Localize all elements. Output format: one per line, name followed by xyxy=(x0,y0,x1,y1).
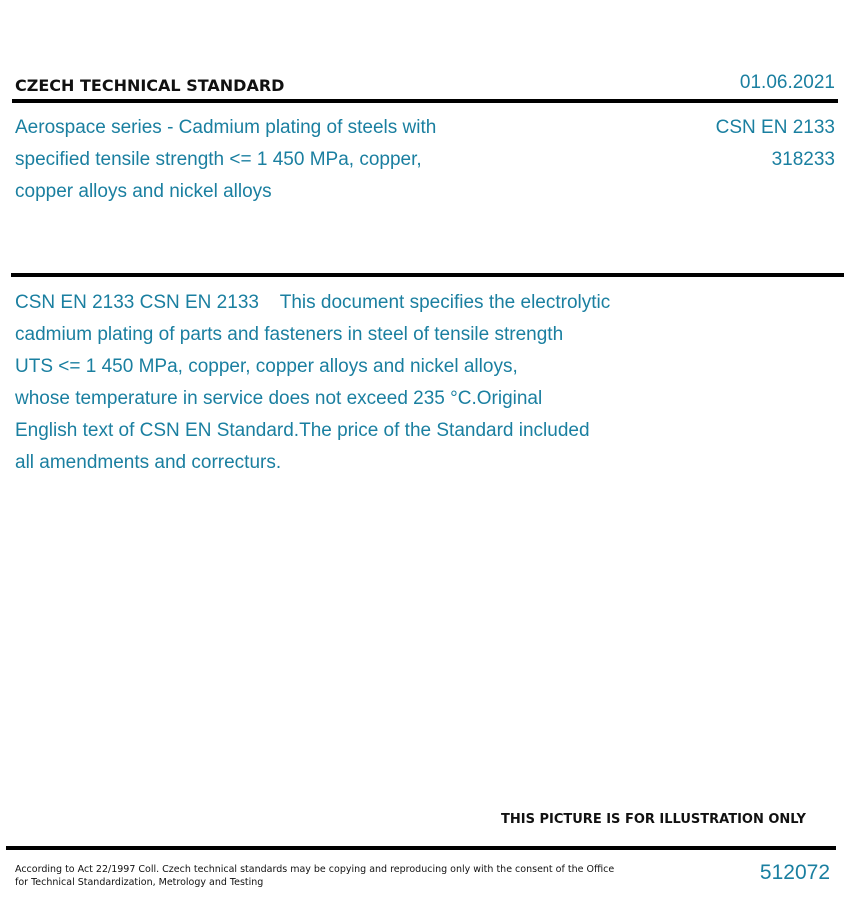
document-heading: CZECH TECHNICAL STANDARD xyxy=(15,76,285,95)
standard-title xyxy=(15,112,535,208)
description-line: CSN EN 2133 CSN EN 2133 This document specifies the electrolytic xyxy=(15,292,611,313)
description-line: all amendments and correcturs. xyxy=(15,452,282,473)
catalog-number: 318233 xyxy=(771,149,835,170)
standard-description xyxy=(15,287,715,479)
description-line: whose temperature in service does not exceed 235 °C.Original xyxy=(15,388,543,409)
legal-notice-line: for Technical Standardization, Metrology and Testing xyxy=(15,877,264,888)
standard-code: CSN EN 2133 xyxy=(715,117,835,138)
standard-title-line: copper alloys and nickel alloys xyxy=(15,181,272,202)
standard-identifiers xyxy=(716,112,835,176)
legal-notice-line: According to Act 22/1997 Coll. Czech technical standards may be copying and reproducing only with the consent of the Office xyxy=(15,864,615,875)
issue-date: 01.06.2021 xyxy=(739,72,835,93)
illustration-note: THIS PICTURE IS FOR ILLUSTRATION ONLY xyxy=(501,812,806,827)
description-line: English text of CSN EN Standard.The price of the Standard included xyxy=(15,420,590,441)
bottom-divider xyxy=(6,846,836,850)
legal-notice xyxy=(15,863,614,889)
top-divider xyxy=(12,99,838,103)
middle-divider xyxy=(11,273,844,277)
description-line: cadmium plating of parts and fasteners in steel of tensile strength xyxy=(15,324,564,345)
standard-title-line: specified tensile strength <= 1 450 MPa, copper, xyxy=(15,149,422,170)
description-line: UTS <= 1 450 MPa, copper, copper alloys and nickel alloys, xyxy=(15,356,518,377)
standard-title-line: Aerospace series - Cadmium plating of steels with xyxy=(15,117,437,138)
document-number: 512072 xyxy=(759,861,830,884)
